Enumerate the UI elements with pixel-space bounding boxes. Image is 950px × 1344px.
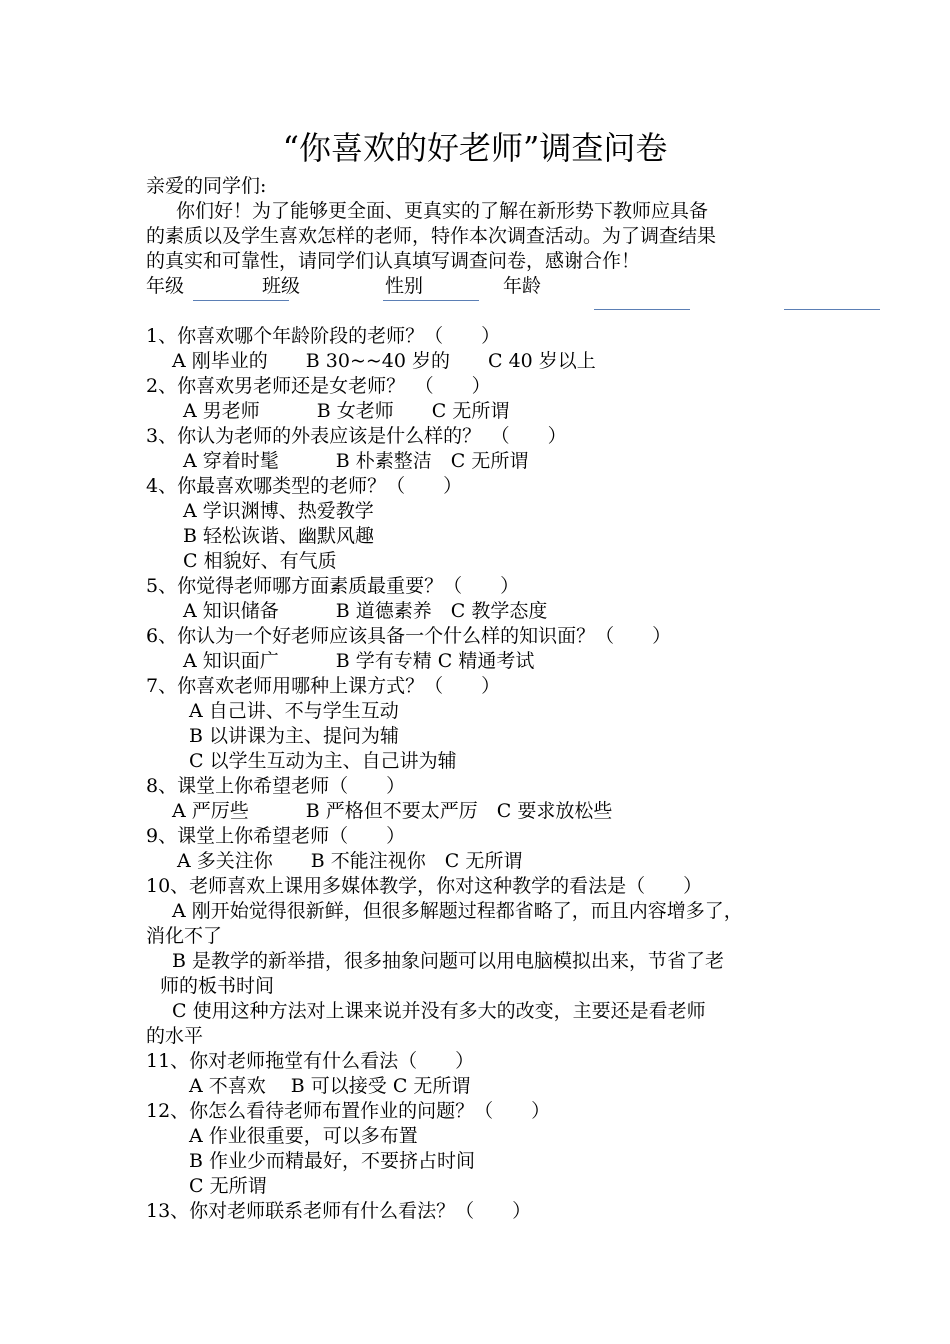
q4-option-c[interactable]: C 相貌好、有气质 bbox=[183, 550, 337, 572]
class-blank[interactable] bbox=[594, 309, 690, 310]
question-12: 12、你怎么看待老师布置作业的问题？（ ） bbox=[146, 1100, 551, 1122]
q7-option-b[interactable]: B 以讲课为主、提问为辅 bbox=[189, 725, 400, 747]
question-11: 11、你对老师拖堂有什么看法（ ） bbox=[146, 1050, 475, 1072]
intro-line-1: 你们好！为了能够更全面、更真实的了解在新形势下教师应具备 bbox=[176, 200, 709, 222]
question-4: 4、你最喜欢哪类型的老师？（ ） bbox=[146, 475, 463, 497]
grade-label: 年级 bbox=[146, 275, 185, 297]
q12-option-b[interactable]: B 作业少而精最好，不要挤占时间 bbox=[189, 1150, 476, 1172]
q10-option-c-cont: 的水平 bbox=[146, 1025, 204, 1047]
question-8: 8、课堂上你希望老师（ ） bbox=[146, 775, 406, 797]
question-1: 1、你喜欢哪个年龄阶段的老师？（ ） bbox=[146, 325, 501, 347]
q10-option-b-cont: 师的板书时间 bbox=[160, 975, 275, 997]
gender-label: 性别 bbox=[385, 275, 424, 297]
q11-options[interactable]: A 不喜欢 B 可以接受 C 无所谓 bbox=[189, 1075, 471, 1097]
intro-line-2: 的素质以及学生喜欢怎样的老师，特作本次调查活动。为了调查结果 bbox=[146, 225, 717, 247]
q10-option-a[interactable]: A 刚开始觉得很新鲜，但很多解题过程都省略了，而且内容增多了， bbox=[172, 900, 743, 922]
q7-option-a[interactable]: A 自己讲、不与学生互动 bbox=[189, 700, 399, 722]
q1-option-a[interactable]: A 刚毕业的 B 30~~40 岁的 C 40 岁以上 bbox=[172, 350, 596, 372]
question-10: 10、老师喜欢上课用多媒体教学，你对这种教学的看法是（ ） bbox=[146, 875, 703, 897]
grade-blank[interactable] bbox=[193, 300, 289, 301]
intro-line-3: 的真实和可靠性，请同学们认真填写调查问卷，感谢合作！ bbox=[146, 250, 641, 272]
q6-options[interactable]: A 知识面广 B 学有专精 C 精通考试 bbox=[183, 650, 535, 672]
age-label: 年龄 bbox=[503, 275, 542, 297]
q12-option-c[interactable]: C 无所谓 bbox=[189, 1175, 267, 1197]
q10-option-c[interactable]: C 使用这种方法对上课来说并没有多大的改变，主要还是看老师 bbox=[172, 1000, 706, 1022]
question-13: 13、你对老师联系老师有什么看法？（ ） bbox=[146, 1200, 532, 1222]
page-title: “你喜欢的好老师”调查问卷 bbox=[282, 129, 668, 167]
q10-option-b[interactable]: B 是教学的新举措，很多抽象问题可以用电脑模拟出来，节省了老 bbox=[172, 950, 725, 972]
q12-option-a[interactable]: A 作业很重要，可以多布置 bbox=[189, 1125, 418, 1147]
question-7: 7、你喜欢老师用哪种上课方式？（ ） bbox=[146, 675, 501, 697]
q2-options[interactable]: A 男老师 B 女老师 C 无所谓 bbox=[183, 400, 510, 422]
age-blank[interactable] bbox=[784, 309, 880, 310]
q9-options[interactable]: A 多关注你 B 不能注视你 C 无所谓 bbox=[177, 850, 523, 872]
gender-blank[interactable] bbox=[383, 300, 479, 301]
q3-options[interactable]: A 穿着时髦 B 朴素整洁 C 无所谓 bbox=[183, 450, 529, 472]
question-6: 6、你认为一个好老师应该具备一个什么样的知识面？（ ） bbox=[146, 625, 672, 647]
q7-option-c[interactable]: C 以学生互动为主、自己讲为辅 bbox=[189, 750, 457, 772]
question-2: 2、你喜欢男老师还是女老师？ （ ） bbox=[146, 375, 491, 397]
question-3: 3、你认为老师的外表应该是什么样的？ （ ） bbox=[146, 425, 567, 447]
q8-options[interactable]: A 严厉些 B 严格但不要太严厉 C 要求放松些 bbox=[172, 800, 613, 822]
question-5: 5、你觉得老师哪方面素质最重要？（ ） bbox=[146, 575, 520, 597]
question-9: 9、课堂上你希望老师（ ） bbox=[146, 825, 406, 847]
class-label: 班级 bbox=[262, 275, 301, 297]
q10-option-a-cont: 消化不了 bbox=[146, 925, 223, 947]
q4-option-b[interactable]: B 轻松诙谐、幽默风趣 bbox=[183, 525, 375, 547]
greeting: 亲爱的同学们: bbox=[146, 175, 267, 197]
q4-option-a[interactable]: A 学识渊博、热爱教学 bbox=[183, 500, 374, 522]
q5-options[interactable]: A 知识储备 B 道德素养 C 教学态度 bbox=[183, 600, 548, 622]
